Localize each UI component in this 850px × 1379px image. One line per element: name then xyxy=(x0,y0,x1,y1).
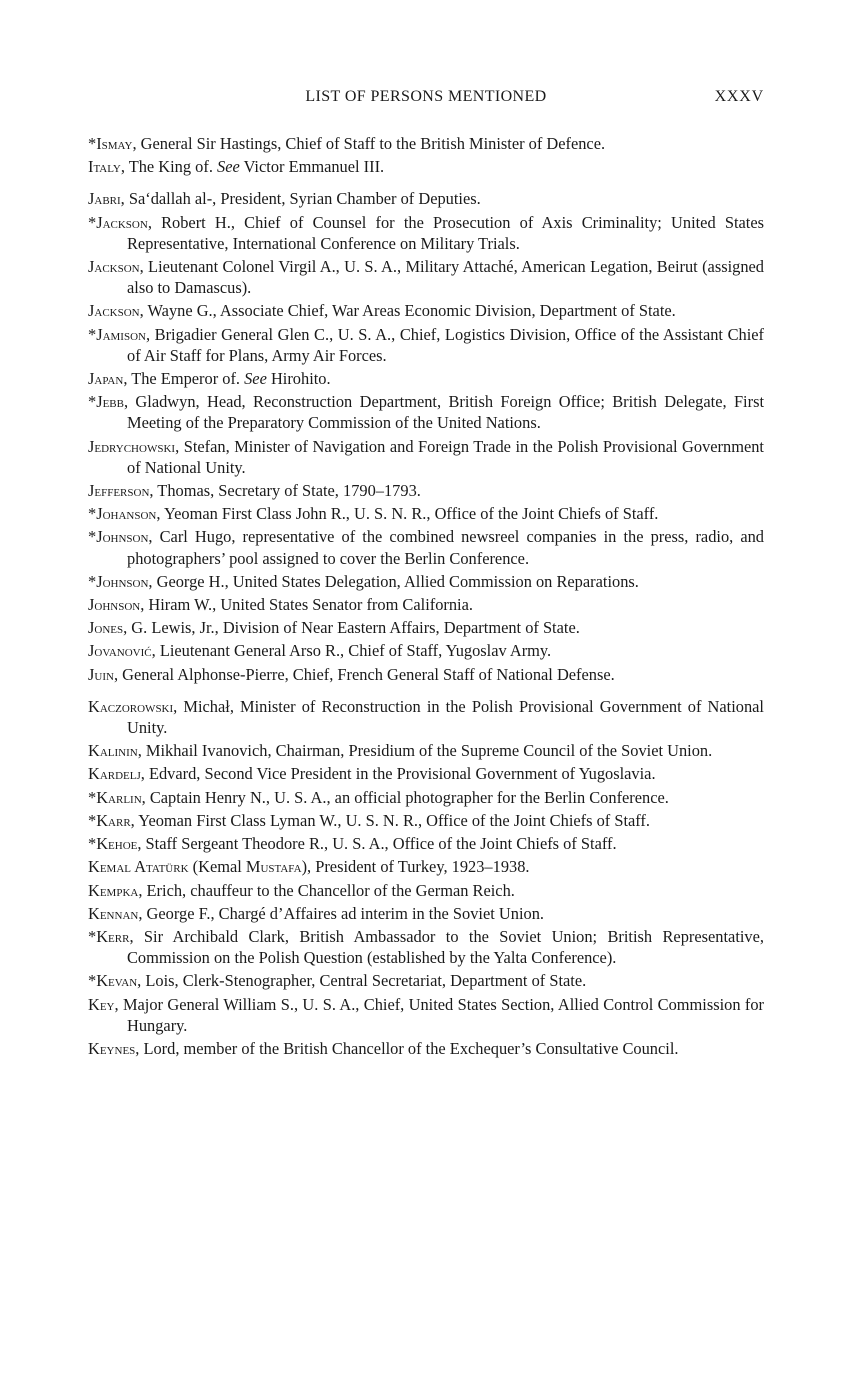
list-entry: Kaczorowski, Michał, Minister of Reconstruction in the Polish Provisional Government of National Unity. xyxy=(88,696,764,738)
list-entry: Jabri, Sa‘dallah al-, President, Syrian Chamber of Deputies. xyxy=(88,189,481,209)
see-reference: See xyxy=(244,369,267,389)
entry-name: *Jebb xyxy=(88,392,124,412)
persons-list xyxy=(88,133,764,1059)
entry-name: *Kevan xyxy=(88,971,138,991)
list-entry: Jackson, Lieutenant Colonel Virgil A., U. S. A., Military Attaché, American Legation, Beirut (assigned also to Damascus). xyxy=(88,257,764,298)
entry-name: Kempka xyxy=(88,880,139,900)
entry-name: Jefferson xyxy=(88,481,150,501)
list-entry: *Jebb, Gladwyn, Head, Reconstruction Department, British Foreign Office; British Delegate, First Meeting of the Preparatory Commission of the United Nations. xyxy=(88,392,764,433)
list-entry: *Jackson, Robert H., Chief of Counsel for the Prosecution of Axis Criminality; United States Representative, International Conference on Military Trials. xyxy=(88,212,764,253)
list-entry: Japan, The Emperor of. See Hirohito. xyxy=(88,369,331,389)
list-entry: *Karlin, Captain Henry N., U. S. A., an official photographer for the Berlin Conference. xyxy=(88,787,669,807)
entry-name: Johnson xyxy=(88,595,141,615)
entry-name: Jedrychowski xyxy=(88,436,176,456)
entry-name: Kalinin xyxy=(88,741,138,761)
list-entry: *Karr, Yeoman First Class Lyman W., U. S. N. R., Office of the Joint Chiefs of Staff. xyxy=(88,810,650,830)
list-entry: Kardelj, Edvard, Second Vice President in the Provisional Government of Yugoslavia. xyxy=(88,764,656,784)
list-entry: Jedrychowski, Stefan, Minister of Navigation and Foreign Trade in the Polish Provisional Government of National Unity. xyxy=(88,436,764,477)
entry-name: Japan xyxy=(88,369,124,389)
list-entry: *Kevan, Lois, Clerk-Stenographer, Central Secretariat, Department of State. xyxy=(88,971,587,991)
list-entry: Juin, General Alphonse-Pierre, Chief, French General Staff of National Defense. xyxy=(88,664,615,684)
list-entry: Jefferson, Thomas, Secretary of State, 1790–1793. xyxy=(88,481,421,501)
page-title: LIST OF PERSONS MENTIONED xyxy=(305,88,547,105)
entry-name: Kemal Atatürk xyxy=(88,857,189,877)
entry-name: Kennan xyxy=(88,903,139,923)
list-entry: *Kerr, Sir Archibald Clark, British Ambassador to the Soviet Union; British Representative, Commission on the Polish Question (established by the Yalta Conference). xyxy=(88,926,764,968)
list-entry: Kennan, George F., Chargé d’Affaires ad interim in the Soviet Union. xyxy=(88,903,544,923)
entry-name: Jabri xyxy=(88,189,121,209)
entry-name: Jackson xyxy=(88,301,140,321)
entry-name: *Jackson xyxy=(88,212,148,232)
entry-name: Kardelj xyxy=(88,764,141,784)
list-entry: Kemal Atatürk (Kemal Mustafa), President of Turkey, 1923–1938. xyxy=(88,857,530,877)
entry-name: Jones xyxy=(88,618,124,638)
list-entry: Kalinin, Mikhail Ivanovich, Chairman, Presidium of the Supreme Council of the Soviet Union. xyxy=(88,741,713,761)
entry-name: *Karr xyxy=(88,810,131,830)
list-entry: Kempka, Erich, chauffeur to the Chancellor of the German Reich. xyxy=(88,880,515,900)
entry-name: Italy xyxy=(88,157,121,177)
entry-name: Keynes xyxy=(88,1038,136,1058)
list-entry: Keynes, Lord, member of the British Chancellor of the Exchequer’s Consultative Council. xyxy=(88,1038,679,1058)
list-entry: *Johnson, Carl Hugo, representative of the combined newsreel companies in the press, radio, and photographers’ pool assigned to cover the Berlin Conference. xyxy=(88,527,764,568)
entry-name: Kaczorowski xyxy=(88,696,174,716)
list-entry: Jovanović, Lieutenant General Arso R., Chief of Staff, Yugoslav Army. xyxy=(88,641,552,661)
see-reference: See xyxy=(217,157,240,177)
list-entry: Key, Major General William S., U. S. A., Chief, United States Section, Allied Control Commission for Hungary. xyxy=(88,994,764,1035)
entry-name: Key xyxy=(88,994,115,1014)
list-entry: Johnson, Hiram W., United States Senator from California. xyxy=(88,595,473,615)
list-entry: *Ismay, General Sir Hastings, Chief of Staff to the British Minister of Defence. xyxy=(88,134,606,153)
entry-name: *Kerr xyxy=(88,926,130,946)
entry-name: *Kehoe xyxy=(88,834,138,854)
page-number: XXXV xyxy=(714,88,764,105)
entry-name: *Johnson xyxy=(88,571,149,591)
entry-name: *Johnson xyxy=(88,527,149,547)
entry-name: *Jamison xyxy=(88,324,146,344)
list-entry: *Kehoe, Staff Sergeant Theodore R., U. S. A., Office of the Joint Chiefs of Staff. xyxy=(88,834,617,854)
list-entry: Jackson, Wayne G., Associate Chief, War Areas Economic Division, Department of State. xyxy=(88,301,676,321)
list-entry: *Johnson, George H., United States Delegation, Allied Commission on Reparations. xyxy=(88,571,639,591)
list-entry: Jones, G. Lewis, Jr., Division of Near Eastern Affairs, Department of State. xyxy=(88,618,580,638)
entry-name: *Ismay xyxy=(88,134,133,153)
entry-name: *Karlin xyxy=(88,787,142,807)
list-entry: *Jamison, Brigadier General Glen C., U. S. A., Chief, Logistics Division, Office of the Assistant Chief of Air Staff for Plans, Army Air Forces. xyxy=(88,324,764,365)
list-entry: Italy, The King of. See Victor Emmanuel III. xyxy=(88,157,385,177)
entry-alt-name: Mustafa xyxy=(245,857,302,877)
entry-name: *Johanson xyxy=(88,504,157,524)
running-header xyxy=(88,88,764,112)
entry-name: Jovanović xyxy=(88,641,152,661)
entry-name: Juin xyxy=(88,664,114,684)
entry-name: Jackson xyxy=(88,257,140,277)
list-entry: *Johanson, Yeoman First Class John R., U. S. N. R., Office of the Joint Chiefs of Staff. xyxy=(88,504,659,524)
